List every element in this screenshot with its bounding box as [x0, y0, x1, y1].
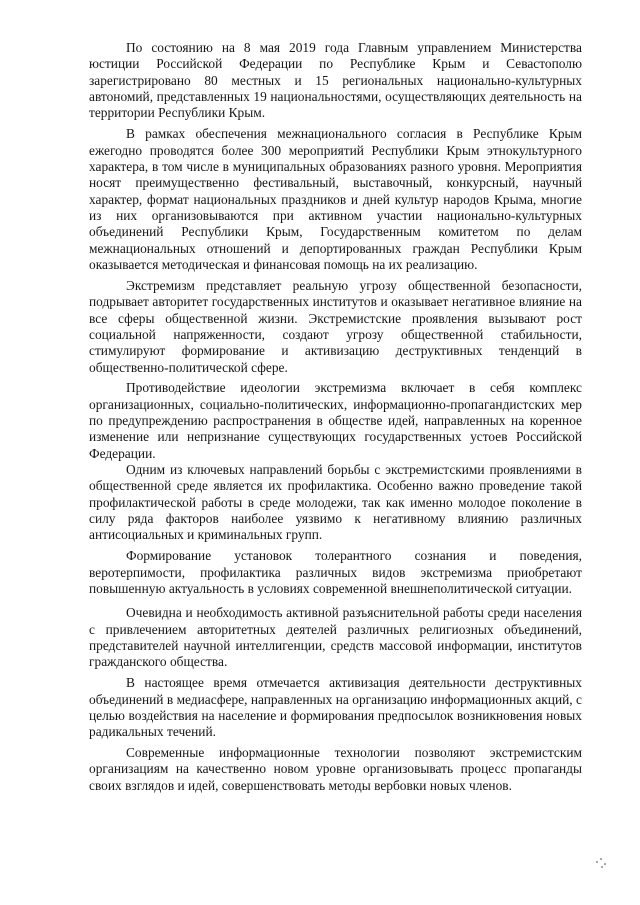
paragraph-destructive-media: В настоящее время отмечается активизация деятельности деструктивных объединений в медиасфере, направленных на организацию информационных акций, с целью воздействия на население и формирования предпосылок возникновения новых радикальных течений.	[89, 675, 582, 740]
paragraph-prevention-youth: Одним из ключевых направлений борьбы с экстремистскими проявлениями в общественной среде является их профилактика. Особенно важно проведение такой профилактической работы в среде молодежи, так как именно молодое поколение в силу ряда факторов наиболее уязвимо к негативному влиянию различных антисоциальных и криминальных групп.	[89, 462, 582, 543]
paragraph-explanatory-work: Очевидна и необходимость активной разъяснительной работы среди населения с привлечением авторитетных деятелей различных религиозных объединений, представителей научной интеллигенции, средств массовой информации, институтов гражданского общества.	[89, 605, 582, 670]
paragraph-information-technologies: Современные информационные технологии позволяют экстремистским организациям на качественно новом уровне организовывать процесс пропаганды своих взглядов и идей, совершенствовать методы вербовки новых членов.	[89, 745, 582, 793]
paragraph-interethnic-events: В рамках обеспечения межнационального согласия в Республике Крым ежегодно проводятся более 300 мероприятий Республики Крым этнокультурного характера, в том числе в муниципальных образованиях разного уровня. Мероприятия носят преимущественно фестивальный, выставочный, конкурсный, научный характер, формат национальных праздников и дней культур народов Крыма, многие из них организовываются при активном участии национально-культурных объединений Республики Крым, Государственным комитетом по делам межнациональных отношений и депортированных граждан Республики Крым оказывается методическая и финансовая помощь на их реализацию.	[89, 126, 582, 272]
paragraph-tolerance: Формирование установок толерантного сознания и поведения, веротерпимости, профилактика различных видов экстремизма приобретают повышенную актуальность в условиях современной внешнеполитической ситуации.	[89, 548, 582, 596]
scan-speckle	[596, 858, 608, 868]
document-page	[89, 40, 582, 799]
paragraph-registered-autonomies: По состоянию на 8 мая 2019 года Главным управлением Министерства юстиции Российской Федерации по Республике Крым и Севастополю зарегистрировано 80 местных и 15 региональных национально-культурных автономий, представленных 19 национальностями, осуществляющих деятельность на территории Республики Крым.	[89, 40, 582, 121]
paragraph-extremism-threat: Экстремизм представляет реальную угрозу общественной безопасности, подрывает авторитет государственных институтов и оказывает негативное влияние на все сферы общественной жизни. Экстремистские проявления вызывают рост социальной напряженности, создают угрозу общественной стабильности, стимулируют формирование и активизацию деструктивных тенденций в общественно-политической сфере.	[89, 277, 582, 375]
paragraph-counteraction-measures: Противодействие идеологии экстремизма включает в себя комплекс организационных, социально-политических, информационно-пропагандистских мер по предупреждению распространения в обществе идей, направленных на коренное изменение или непризнание существующих государственных устоев Российской Федерации.	[89, 380, 582, 461]
